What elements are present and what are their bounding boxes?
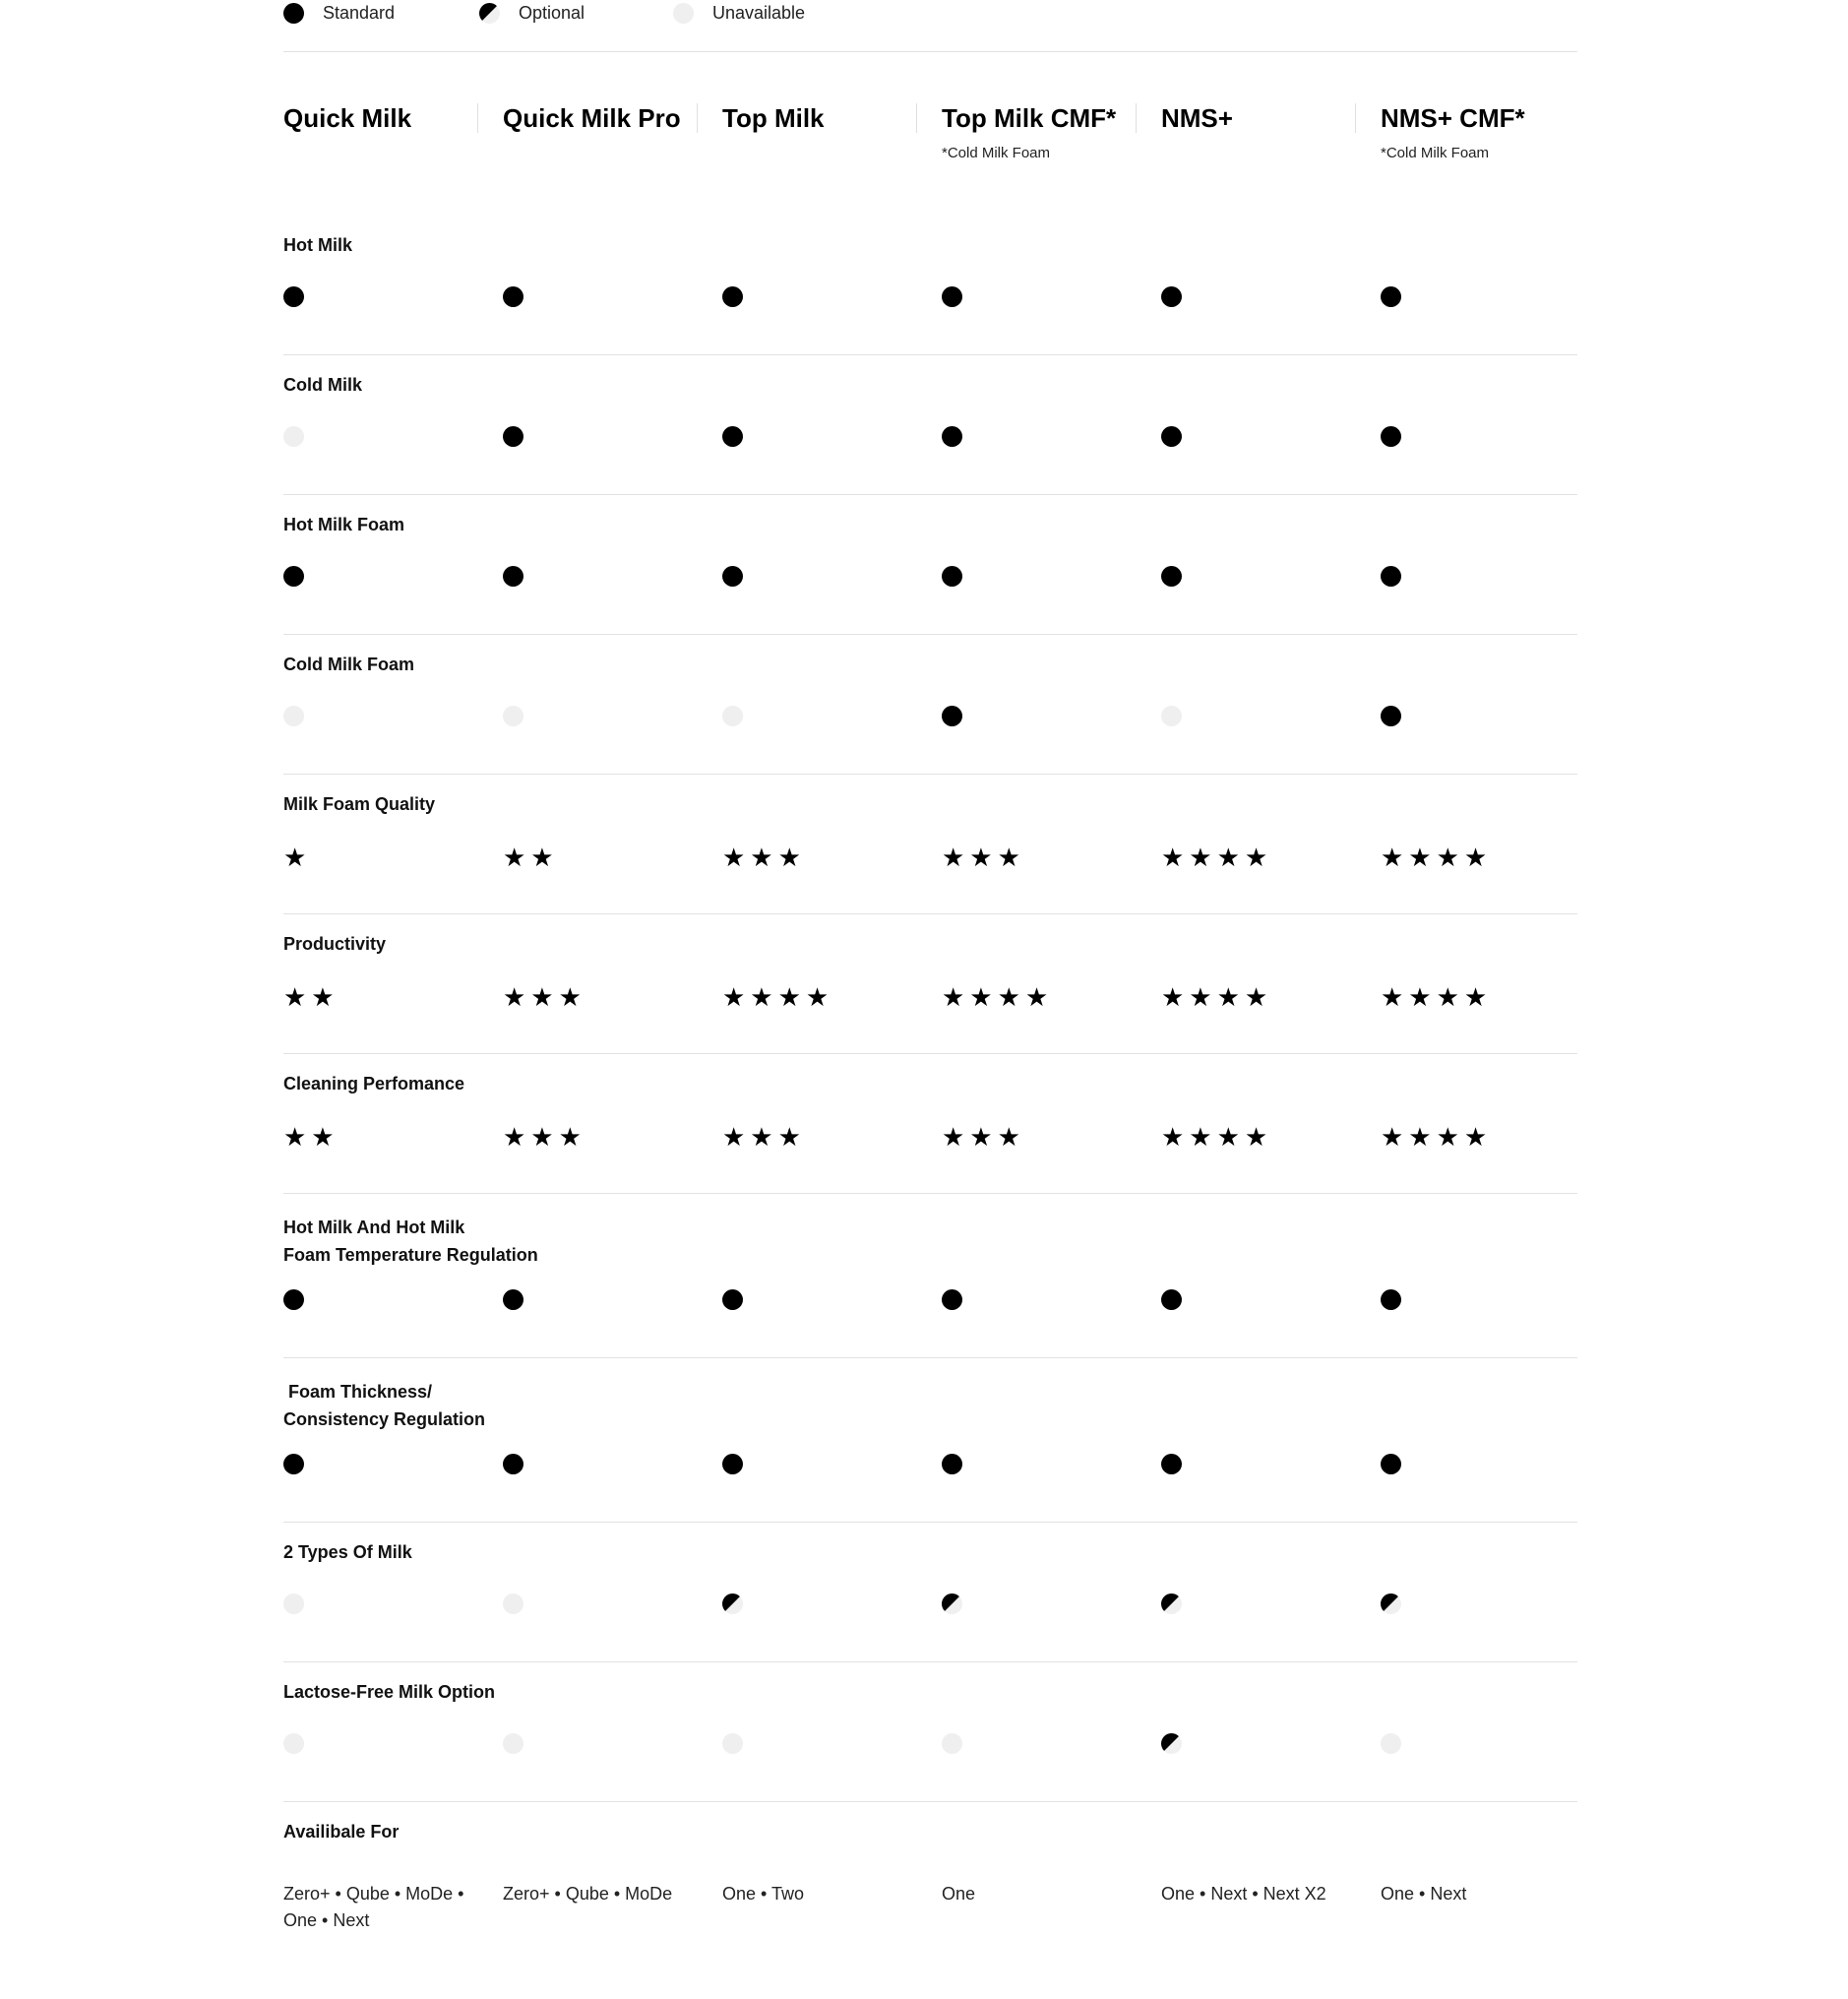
standard-dot-icon (503, 286, 524, 307)
rating-cell (503, 286, 722, 307)
optional-dot-icon (1161, 1593, 1182, 1614)
availability-text: One • Next (1381, 1884, 1467, 1904)
feature-label: Availibale For (283, 1822, 400, 1842)
feature-row (283, 1802, 1577, 1999)
star-rating-icon: ★★★★ (1161, 843, 1273, 872)
standard-dot-icon (942, 1289, 962, 1310)
rating-cell (1381, 706, 1600, 726)
star-rating-cell (1381, 844, 1600, 870)
rating-cell (1381, 286, 1600, 307)
column-divider (1355, 103, 1356, 133)
rating-cell (722, 706, 942, 726)
unavailable-dot-icon (503, 706, 524, 726)
rating-cell (283, 1593, 503, 1614)
star-rating-cell (503, 984, 722, 1010)
column-title: Top Milk (722, 103, 825, 133)
star-rating-cell (942, 844, 1161, 870)
rating-cell (1381, 1733, 1600, 1754)
star-rating-cell (283, 984, 503, 1010)
unavailable-dot-icon (673, 3, 694, 24)
standard-dot-icon (1381, 566, 1401, 587)
standard-dot-icon (283, 3, 304, 24)
rating-cell (283, 566, 503, 587)
standard-dot-icon (942, 286, 962, 307)
feature-row (283, 775, 1577, 914)
rating-cell (942, 706, 1161, 726)
rating-cell (503, 426, 722, 447)
feature-row (283, 1662, 1577, 1802)
legend-item-standard (283, 3, 395, 24)
unavailable-dot-icon (1161, 706, 1182, 726)
standard-dot-icon (942, 1454, 962, 1474)
availability-cell (942, 1881, 1161, 1907)
star-rating-icon: ★★★★ (1381, 843, 1493, 872)
unavailable-dot-icon (942, 1733, 962, 1754)
rating-cell (942, 286, 1161, 307)
star-rating-cell (283, 844, 503, 870)
legend (283, 0, 1577, 52)
standard-dot-icon (503, 1289, 524, 1310)
rating-cell (283, 426, 503, 447)
star-rating-icon: ★★★ (942, 843, 1025, 872)
star-rating-icon: ★★ (283, 1122, 339, 1152)
standard-dot-icon (503, 1454, 524, 1474)
optional-dot-icon (1381, 1593, 1401, 1614)
rating-cell (283, 286, 503, 307)
star-rating-icon: ★★★★ (1381, 1122, 1493, 1152)
rating-cell (942, 1454, 1161, 1474)
rating-cell (942, 566, 1161, 587)
standard-dot-icon (283, 1289, 304, 1310)
rating-cell (503, 566, 722, 587)
optional-dot-icon (722, 1593, 743, 1614)
rating-cell (1161, 566, 1381, 587)
feature-row (283, 495, 1577, 635)
rating-cell (1161, 286, 1381, 307)
star-rating-cell (722, 844, 942, 870)
unavailable-dot-icon (722, 1733, 743, 1754)
availability-cell (283, 1881, 503, 1934)
rating-cell (1161, 1454, 1381, 1474)
star-rating-icon: ★★★ (722, 1122, 806, 1152)
column-divider (1136, 103, 1137, 133)
standard-dot-icon (722, 1289, 743, 1310)
rating-cell (283, 706, 503, 726)
standard-dot-icon (503, 426, 524, 447)
rating-cell (1381, 1593, 1600, 1614)
star-rating-icon: ★★★★ (1161, 1122, 1273, 1152)
star-rating-cell (942, 1124, 1161, 1150)
feature-label: Lactose-Free Milk Option (283, 1682, 496, 1702)
star-rating-cell (1381, 1124, 1600, 1150)
feature-row (283, 1194, 1577, 1358)
standard-dot-icon (1381, 1454, 1401, 1474)
rating-cell (1161, 1289, 1381, 1310)
rating-cell (722, 426, 942, 447)
star-rating-icon: ★★★★ (942, 982, 1054, 1012)
feature-row (283, 1523, 1577, 1662)
column-title: Quick Milk (283, 103, 412, 133)
standard-dot-icon (722, 426, 743, 447)
rating-cell (722, 1733, 942, 1754)
star-rating-icon: ★★★ (503, 982, 586, 1012)
standard-dot-icon (1161, 1454, 1182, 1474)
star-rating-cell (503, 1124, 722, 1150)
feature-row (283, 1358, 1577, 1523)
standard-dot-icon (942, 706, 962, 726)
star-rating-icon: ★ (283, 843, 312, 872)
rating-cell (503, 706, 722, 726)
star-rating-icon: ★★★ (503, 1122, 586, 1152)
rating-cell (1161, 426, 1381, 447)
feature-label: 2 Types Of Milk (283, 1542, 412, 1562)
star-rating-icon: ★★★★ (1161, 982, 1273, 1012)
column-divider (916, 103, 917, 133)
feature-label: Hot Milk Foam (283, 515, 405, 534)
feature-label: Cold Milk (283, 375, 362, 395)
star-rating-icon: ★★★★ (722, 982, 834, 1012)
feature-label: Hot Milk And Hot Milk Foam Temperature Regulation (283, 1218, 538, 1265)
column-divider (477, 103, 478, 133)
column-divider (697, 103, 698, 133)
feature-label: Milk Foam Quality (283, 794, 436, 814)
unavailable-dot-icon (1381, 1733, 1401, 1754)
standard-dot-icon (942, 566, 962, 587)
star-rating-cell (722, 984, 942, 1010)
rating-cell (942, 1289, 1161, 1310)
star-rating-cell (722, 1124, 942, 1150)
comparison-table (283, 0, 1577, 1999)
feature-row (283, 635, 1577, 775)
rating-cell (283, 1454, 503, 1474)
rating-cell (1381, 1289, 1600, 1310)
standard-dot-icon (942, 426, 962, 447)
feature-label: Cleaning Perfomance (283, 1074, 465, 1093)
column-title: NMS+ (1161, 103, 1233, 133)
optional-dot-icon (479, 3, 500, 24)
availability-text: One • Two (722, 1884, 805, 1904)
availability-cell (1381, 1881, 1600, 1907)
feature-row (283, 355, 1577, 495)
star-rating-icon: ★★ (503, 843, 559, 872)
standard-dot-icon (1161, 1289, 1182, 1310)
column-note: *Cold Milk Foam (942, 145, 1051, 161)
rating-cell (503, 1733, 722, 1754)
unavailable-dot-icon (283, 426, 304, 447)
column-title: Quick Milk Pro (503, 103, 681, 133)
rating-cell (503, 1454, 722, 1474)
column-title: NMS+ CMF* (1381, 103, 1525, 133)
rating-cell (1161, 706, 1381, 726)
standard-dot-icon (283, 1454, 304, 1474)
optional-dot-icon (1161, 1733, 1182, 1754)
standard-dot-icon (503, 566, 524, 587)
unavailable-dot-icon (503, 1733, 524, 1754)
unavailable-dot-icon (503, 1593, 524, 1614)
standard-dot-icon (1161, 426, 1182, 447)
rating-cell (1161, 1733, 1381, 1754)
standard-dot-icon (1381, 286, 1401, 307)
star-rating-icon: ★★★ (942, 1122, 1025, 1152)
star-rating-cell (942, 984, 1161, 1010)
rating-cell (722, 1593, 942, 1614)
rating-cell (942, 1593, 1161, 1614)
star-rating-cell (1161, 844, 1381, 870)
standard-dot-icon (1161, 566, 1182, 587)
column-title: Top Milk CMF* (942, 103, 1117, 133)
star-rating-icon: ★★★★ (1381, 982, 1493, 1012)
feature-row (283, 216, 1577, 355)
star-rating-cell (1381, 984, 1600, 1010)
standard-dot-icon (1161, 286, 1182, 307)
availability-cell (503, 1881, 722, 1907)
star-rating-cell (1161, 1124, 1381, 1150)
rating-cell (283, 1733, 503, 1754)
rating-cell (722, 1289, 942, 1310)
feature-row (283, 914, 1577, 1054)
standard-dot-icon (1381, 426, 1401, 447)
star-rating-cell (503, 844, 722, 870)
rating-cell (1381, 426, 1600, 447)
rating-cell (722, 566, 942, 587)
standard-dot-icon (1381, 1289, 1401, 1310)
rating-cell (942, 1733, 1161, 1754)
standard-dot-icon (283, 566, 304, 587)
standard-dot-icon (722, 286, 743, 307)
table-body (283, 216, 1577, 1999)
star-rating-cell (1161, 984, 1381, 1010)
rating-cell (1161, 1593, 1381, 1614)
rating-cell (1381, 566, 1600, 587)
unavailable-dot-icon (283, 706, 304, 726)
availability-text: One • Next • Next X2 (1161, 1884, 1326, 1904)
legend-item-optional (479, 3, 585, 24)
legend-label: Standard (323, 3, 396, 23)
feature-label: Foam Thickness/ Consistency Regulation (283, 1382, 486, 1429)
rating-cell (722, 1454, 942, 1474)
standard-dot-icon (1381, 706, 1401, 726)
unavailable-dot-icon (283, 1733, 304, 1754)
column-note: *Cold Milk Foam (1381, 145, 1490, 161)
legend-label: Unavailable (712, 3, 806, 23)
optional-dot-icon (942, 1593, 962, 1614)
rating-cell (722, 286, 942, 307)
rating-cell (503, 1593, 722, 1614)
standard-dot-icon (722, 566, 743, 587)
feature-label: Cold Milk Foam (283, 655, 415, 674)
feature-row (283, 1054, 1577, 1194)
legend-item-unavailable (673, 3, 805, 24)
rating-cell (942, 426, 1161, 447)
unavailable-dot-icon (722, 706, 743, 726)
star-rating-cell (283, 1124, 503, 1150)
availability-text: One (942, 1884, 976, 1904)
unavailable-dot-icon (283, 1593, 304, 1614)
rating-cell (503, 1289, 722, 1310)
star-rating-icon: ★★ (283, 982, 339, 1012)
standard-dot-icon (722, 1454, 743, 1474)
feature-label: Hot Milk (283, 235, 352, 255)
availability-cell (722, 1881, 942, 1907)
rating-cell (1381, 1454, 1600, 1474)
rating-cell (283, 1289, 503, 1310)
column-headers (283, 52, 1577, 216)
availability-text: Zero+ • Qube • MoDe • One • Next (283, 1884, 464, 1930)
legend-label: Optional (519, 3, 585, 23)
availability-text: Zero+ • Qube • MoDe (503, 1884, 673, 1904)
star-rating-icon: ★★★ (722, 843, 806, 872)
availability-cell (1161, 1881, 1381, 1907)
feature-label: Productivity (283, 934, 387, 954)
standard-dot-icon (283, 286, 304, 307)
